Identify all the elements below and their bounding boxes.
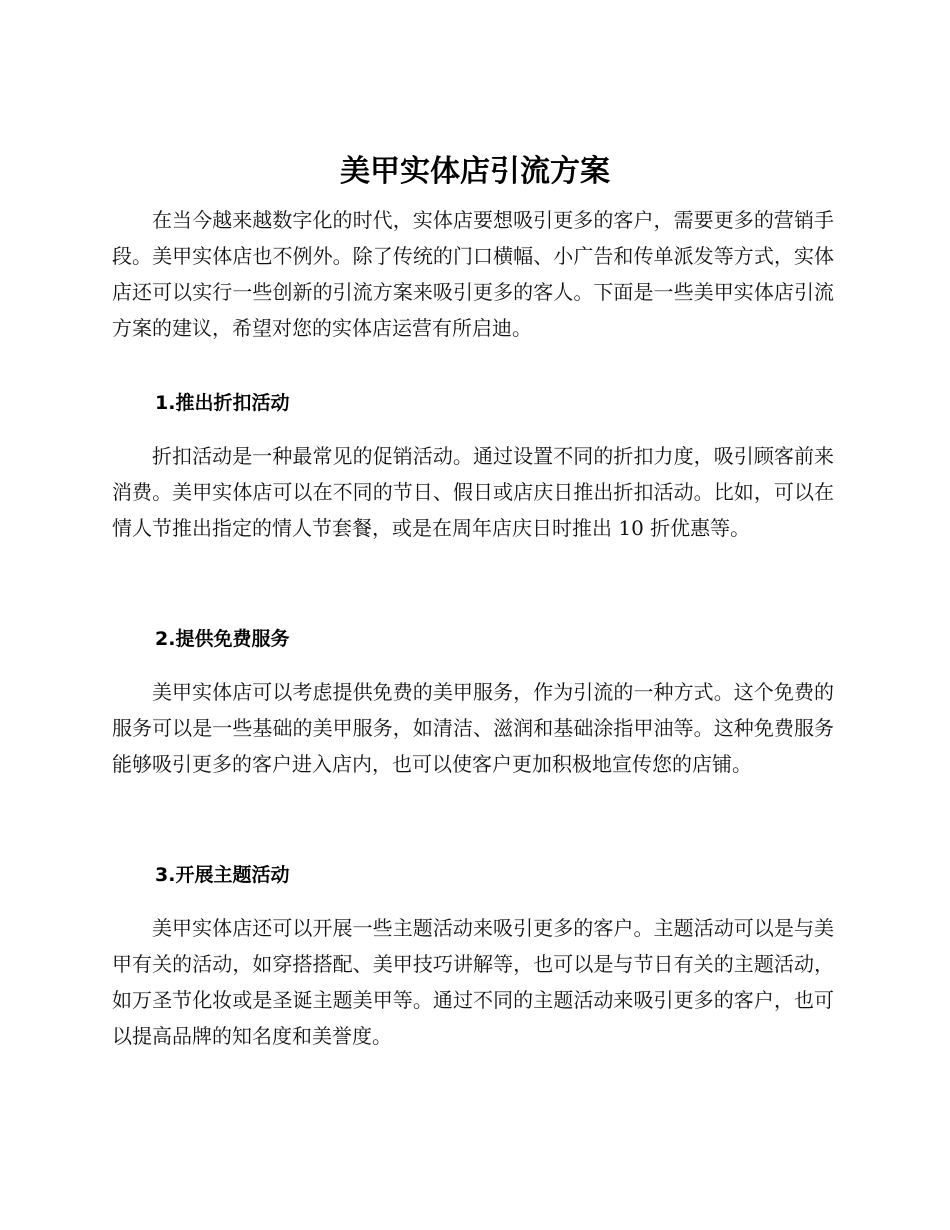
section-heading-discount: 1.推出折扣活动 <box>155 392 290 414</box>
section-body-theme-event: 美甲实体店还可以开展一些主题活动来吸引更多的客户。主题活动可以是与美甲有关的活动，如穿搭搭配、美甲技巧讲解等，也可以是与节日有关的主题活动，如万圣节化妆或是圣诞主题美甲等。通过不同的主题活动来吸引更多的客户，也可以提高品牌的知名度和美誉度。 <box>112 916 834 1048</box>
document-title: 美甲实体店引流方案 <box>340 154 610 189</box>
section-heading-free-service: 2.提供免费服务 <box>155 628 290 650</box>
section-body-free-service: 美甲实体店可以考虑提供免费的美甲服务，作为引流的一种方式。这个免费的服务可以是一些基础的美甲服务，如清洁、滋润和基础涂指甲油等。这种免费服务能够吸引更多的客户进入店内，也可以使客户更加积极地宣传您的店铺。 <box>112 680 834 776</box>
intro-paragraph: 在当今越来越数字化的时代，实体店要想吸引更多的客户，需要更多的营销手段。美甲实体店也不例外。除了传统的门口横幅、小广告和传单派发等方式，实体店还可以实行一些创新的引流方案来吸引更多的客人。下面是一些美甲实体店引流方案的建议，希望对您的实体店运营有所启迪。 <box>112 208 834 340</box>
section-body-discount: 折扣活动是一种最常见的促销活动。通过设置不同的折扣力度，吸引顾客前来消费。美甲实体店可以在不同的节日、假日或店庆日推出折扣活动。比如，可以在情人节推出指定的情人节套餐，或是在周年店庆日时推出 10 折优惠等。 <box>112 444 834 540</box>
section-heading-theme-event: 3.开展主题活动 <box>155 864 290 886</box>
